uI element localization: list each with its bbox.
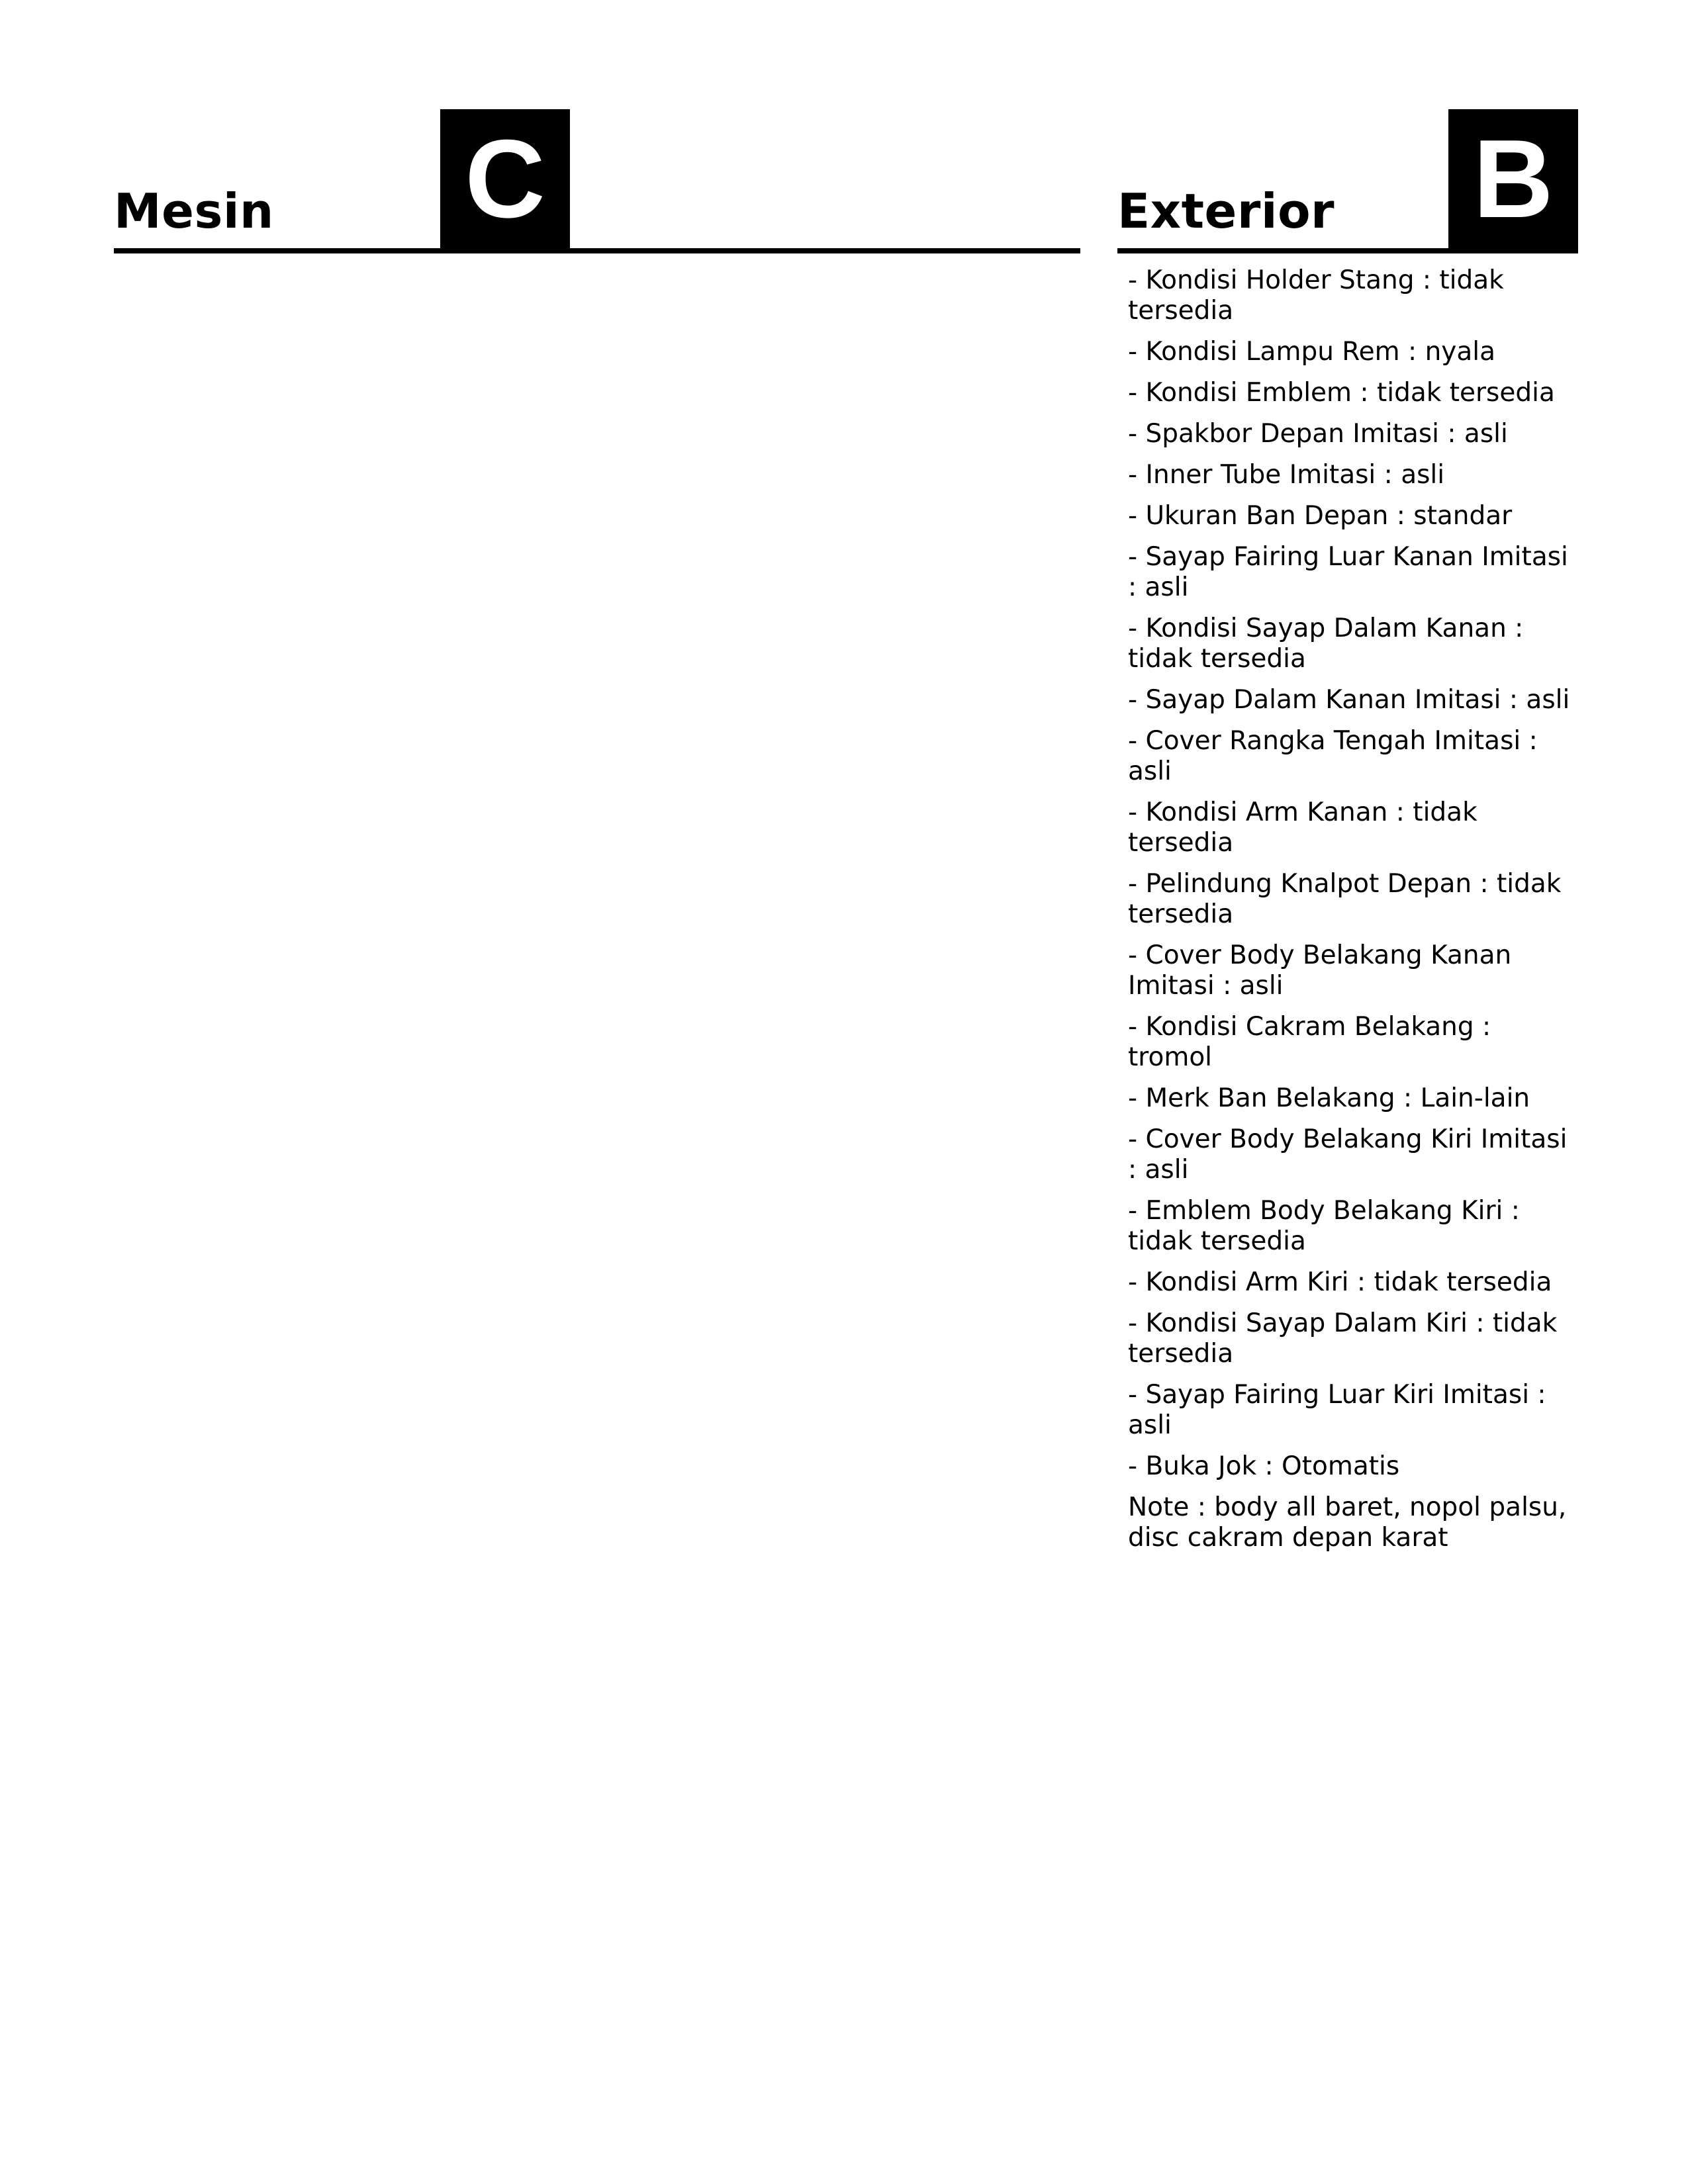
exterior-section xyxy=(1117,109,1578,1553)
list-item: - Inner Tube Imitasi : asli xyxy=(1128,460,1445,490)
list-item: - Kondisi Lampu Rem : nyala xyxy=(1128,337,1496,367)
exterior-title: Exterior xyxy=(1117,183,1335,239)
list-item: - Buka Jok : Otomatis xyxy=(1128,1451,1400,1481)
list-item: - Sayap Fairing Luar Kiri Imitasi : asli xyxy=(1128,1380,1546,1440)
list-item: - Pelindung Knalpot Depan : tidak tersedia xyxy=(1128,869,1562,929)
list-item: - Kondisi Holder Stang : tidak tersedia xyxy=(1128,265,1504,326)
list-item: - Kondisi Cakram Belakang : tromol xyxy=(1128,1012,1491,1072)
list-item: - Cover Rangka Tengah Imitasi : asli xyxy=(1128,726,1538,786)
engine-title: Mesin xyxy=(114,183,274,239)
list-item: - Cover Body Belakang Kiri Imitasi : asli xyxy=(1128,1124,1568,1185)
exterior-header xyxy=(1117,109,1578,253)
list-item: - Kondisi Arm Kiri : tidak tersedia xyxy=(1128,1267,1552,1297)
list-item: - Kondisi Emblem : tidak tersedia xyxy=(1128,378,1555,408)
list-item: - Merk Ban Belakang : Lain-lain xyxy=(1128,1083,1530,1113)
engine-header xyxy=(114,109,1080,253)
exterior-items-list xyxy=(1117,265,1578,1482)
list-item: - Kondisi Arm Kanan : tidak tersedia xyxy=(1128,797,1477,858)
list-item: - Spakbor Depan Imitasi : asli xyxy=(1128,419,1508,449)
engine-section xyxy=(114,109,1080,253)
engine-grade-badge: C xyxy=(440,109,570,248)
list-item: - Sayap Fairing Luar Kanan Imitasi : asli xyxy=(1128,542,1568,602)
exterior-grade-badge: B xyxy=(1448,109,1578,248)
list-item: - Ukuran Ban Depan : standar xyxy=(1128,501,1513,531)
list-item: - Kondisi Sayap Dalam Kiri : tidak tersedia xyxy=(1128,1308,1558,1369)
list-item: - Kondisi Sayap Dalam Kanan : tidak tersedia xyxy=(1128,614,1524,674)
exterior-note: Note : body all baret, nopol palsu, disc cakram depan karat xyxy=(1128,1492,1567,1553)
list-item: - Sayap Dalam Kanan Imitasi : asli xyxy=(1128,685,1570,715)
list-item: - Emblem Body Belakang Kiri : tidak tersedia xyxy=(1128,1196,1520,1256)
list-item: - Cover Body Belakang Kanan Imitasi : asli xyxy=(1128,940,1512,1001)
